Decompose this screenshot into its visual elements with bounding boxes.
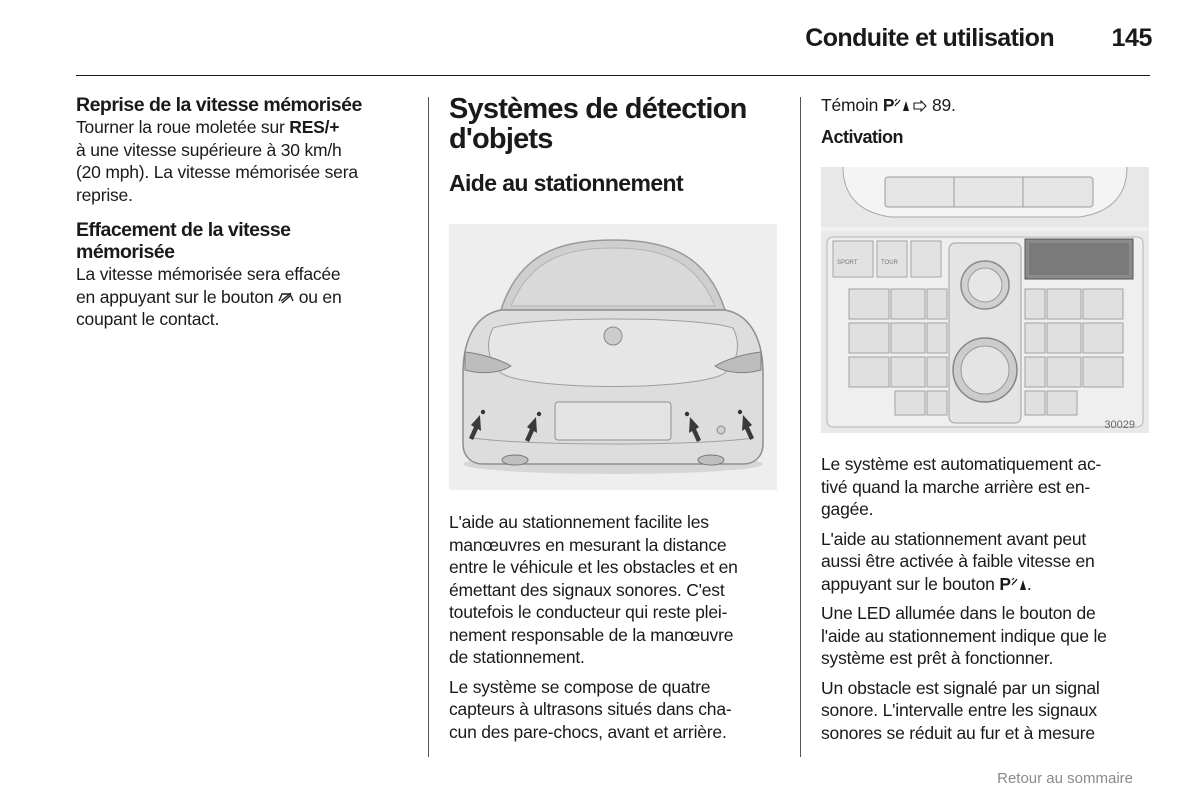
section-title: Systèmes de détection d'objets bbox=[449, 93, 747, 155]
activation-paragraph-4: Un obstacle est signalé par un signal sonore. L'intervalle entre les signaux sonores se réduit au fur et à mesure bbox=[821, 677, 1100, 743]
control-panel-illustration bbox=[821, 167, 1149, 433]
page-number: 145 bbox=[1111, 24, 1152, 52]
control-panel-figure bbox=[821, 167, 1149, 433]
section-subtitle: Aide au stationnement bbox=[449, 170, 684, 196]
cruise-cancel-icon bbox=[278, 287, 294, 307]
activation-text bbox=[821, 453, 1151, 744]
parking-aid-paragraph-2: Le système se compose de quatre capteurs à ultrasons situés dans cha- cun des pare-chocs, avant et arrière. bbox=[449, 676, 732, 742]
erase-speed-text: La vitesse mémorisée sera effacée en appuyant sur le bouton ou en coupant le contact. bbox=[76, 264, 342, 329]
header-title: Conduite et utilisation bbox=[805, 24, 1054, 52]
column-3 bbox=[821, 94, 1151, 148]
column-divider bbox=[428, 97, 429, 757]
sport-button-label: SPORT bbox=[837, 260, 858, 266]
column-2 bbox=[449, 94, 779, 197]
column-1 bbox=[76, 94, 408, 331]
parking-aid-text bbox=[449, 511, 779, 743]
header-divider bbox=[76, 75, 1150, 76]
tour-button-label: TOUR bbox=[881, 260, 898, 266]
column-divider bbox=[800, 97, 801, 757]
car-rear-figure bbox=[449, 224, 777, 490]
indicator-reference: Témoin P 89. bbox=[821, 95, 956, 115]
resume-speed-heading: Reprise de la vitesse mémorisée bbox=[76, 94, 362, 116]
resume-speed-text: Tourner la roue moletée sur RES/+ à une vitesse supérieure à 30 km/h (20 mph). La vitesse mémorisée sera reprise. bbox=[76, 117, 358, 205]
activation-heading: Activation bbox=[821, 126, 904, 147]
activation-paragraph-2: L'aide au stationnement avant peut aussi être activée à faible vitesse en appuyant sur le bouton P . bbox=[821, 528, 1095, 594]
parking-aid-button-icon: P bbox=[999, 574, 1026, 594]
car-rear-illustration bbox=[449, 224, 777, 490]
activation-paragraph-3: Une LED allumée dans le bouton de l'aide au stationnement indique que le système est prêt à fonctionner. bbox=[821, 603, 1107, 668]
res-plus-label: RES/+ bbox=[289, 117, 340, 137]
erase-speed-heading: Effacement de la vitesse mémorisée bbox=[76, 219, 291, 263]
figure-number: 30029 bbox=[1104, 419, 1135, 431]
page-reference-arrow-icon bbox=[910, 95, 927, 115]
back-to-contents-link[interactable]: Retour au sommaire bbox=[997, 770, 1133, 787]
activation-paragraph-1: Le système est automatiquement ac- tivé quand la marche arrière est en- gagée. bbox=[821, 454, 1102, 519]
parking-aid-icon: P bbox=[883, 95, 910, 115]
parking-aid-paragraph-1: L'aide au stationnement facilite les manœuvres en mesurant la distance entre le véhicule et les obstacles et en émettant des signaux sonores. C'est toutefois le conducteur qui reste plei- nement responsable de la manœuvre de stationnement. bbox=[449, 512, 738, 667]
